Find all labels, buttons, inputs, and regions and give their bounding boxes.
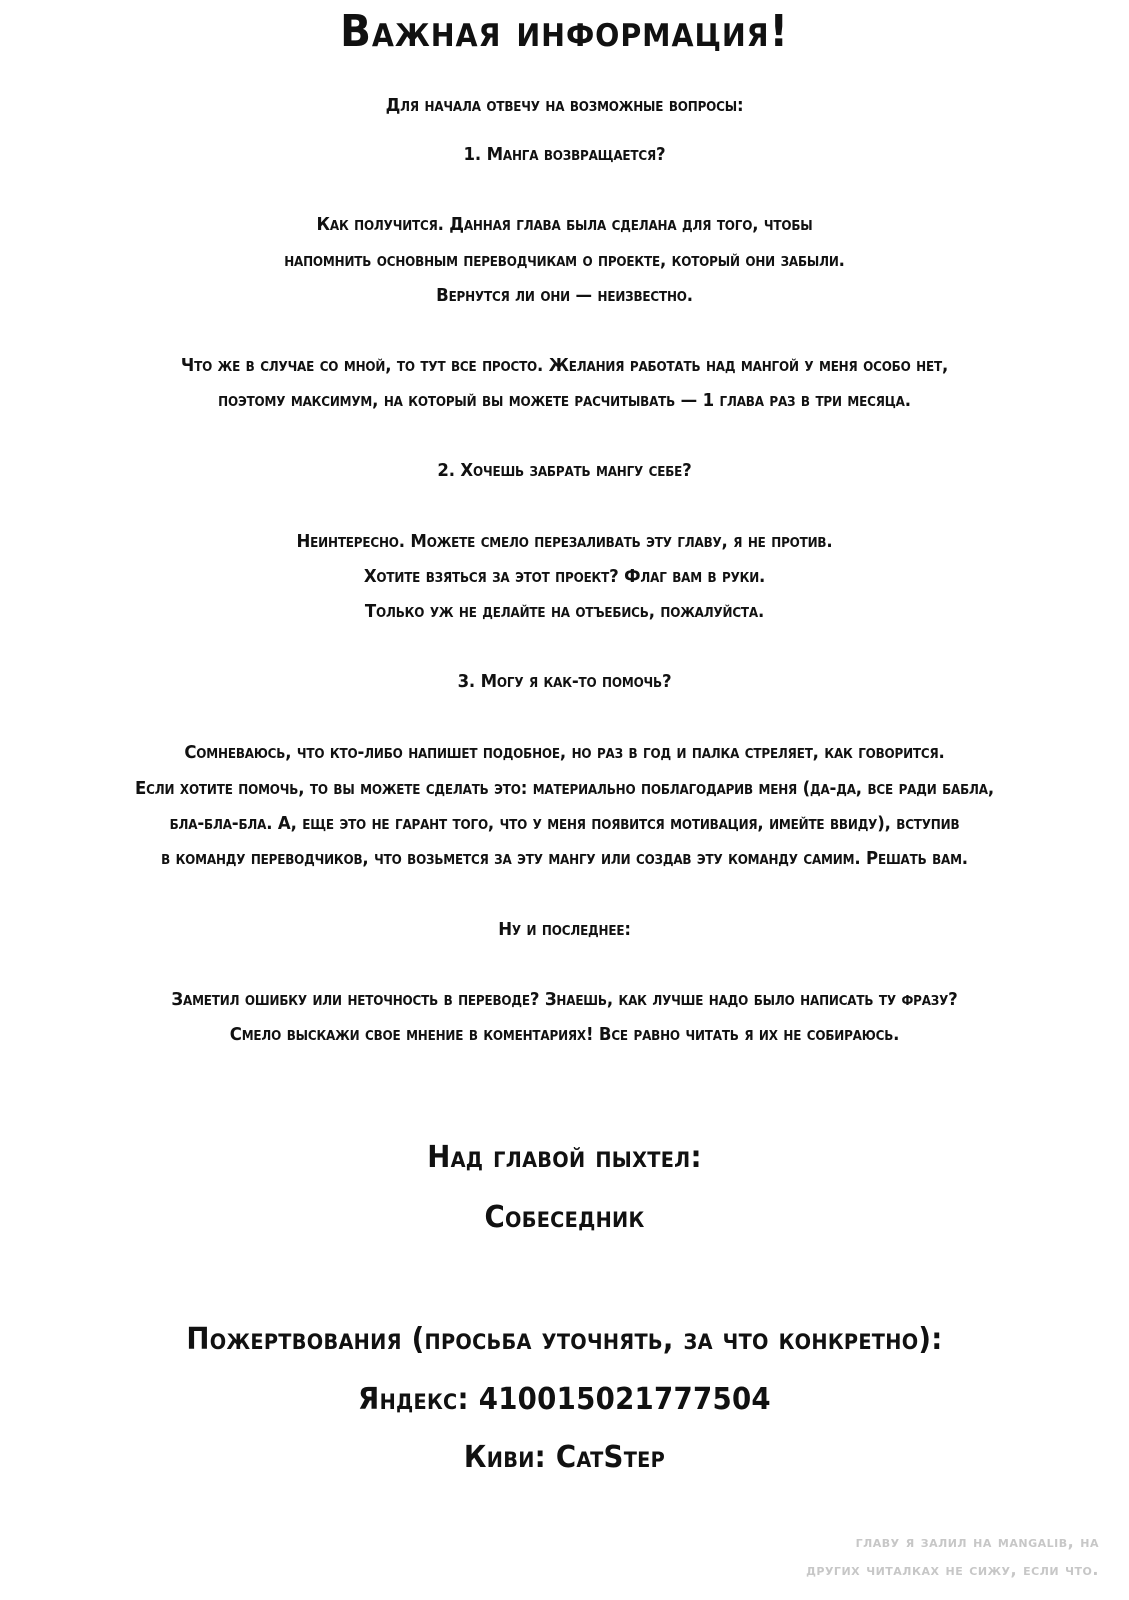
- donations-label: Пожертвования (просьба уточнять, за что конкретно):: [186, 1322, 943, 1357]
- intro-text: Для начала отвечу на возможные вопросы:: [385, 95, 744, 116]
- answer-2-line-3: Только уж не делайте на отъебись, пожалуйста.: [364, 601, 765, 622]
- page-title: Важная информация!: [340, 6, 789, 57]
- last-line-1: Заметил ошибку или неточность в переводе? Знаешь, как лучше надо было написать ту фразу?: [171, 989, 958, 1010]
- last-heading: Ну и последнее:: [498, 919, 631, 940]
- answer-1b-line-1: Что же в случае со мной, то тут все просто. Желания работать над мангой у меня особо нет,: [180, 355, 949, 376]
- answer-1-line-2: напомнить основным переводчикам о проекте, который они забыли.: [284, 250, 845, 271]
- credits-label: Над главой пыхтел:: [427, 1140, 702, 1175]
- answer-1-line-3: Вернутся ли они — неизвестно.: [436, 285, 693, 306]
- donations-yandex: Яндекс: 410015021777504: [358, 1382, 771, 1417]
- answer-3-line-2: Если хотите помочь, то вы можете сделать это: материально поблагодарив меня (да-да, все ради бабла,: [135, 778, 994, 799]
- answer-2-line-1: Неинтересно. Можете смело перезаливать эту главу, я не против.: [296, 531, 833, 552]
- donations-qiwi: Киви: CatStep: [463, 1440, 666, 1475]
- footnote-line-2: других читалках не сижу, если что.: [806, 1560, 1099, 1579]
- question-1: 1. Манга возвращается?: [463, 144, 666, 165]
- question-2: 2. Хочешь забрать мангу себе?: [437, 460, 692, 481]
- answer-2-line-2: Хотите взяться за этот проект? Флаг вам в руки.: [363, 566, 766, 587]
- credits-name: Собеседник: [484, 1200, 645, 1235]
- answer-3-line-4: в команду переводчиков, что возьмется за эту мангу или создав эту команду самим. Решать вам.: [161, 848, 968, 869]
- answer-3-line-3: бла-бла-бла. А, еще это не гарант того, что у меня появится мотивация, имейте ввиду), вступив: [169, 813, 960, 834]
- answer-1b-line-2: поэтому максимум, на который вы можете расчитывать — 1 глава раз в три месяца.: [218, 390, 911, 411]
- question-3: 3. Могу я как-то помочь?: [457, 671, 672, 692]
- answer-3-line-1: Сомневаюсь, что кто-либо напишет подобное, но раз в год и палка стреляет, как говорится.: [184, 742, 945, 763]
- last-line-2: Смело выскажи свое мнение в коментариях! Все равно читать я их не собираюсь.: [229, 1024, 900, 1045]
- footnote-line-1: главу я залил на mangalib, на: [855, 1532, 1099, 1551]
- answer-1-line-1: Как получится. Данная глава была сделана для того, чтобы: [316, 214, 813, 235]
